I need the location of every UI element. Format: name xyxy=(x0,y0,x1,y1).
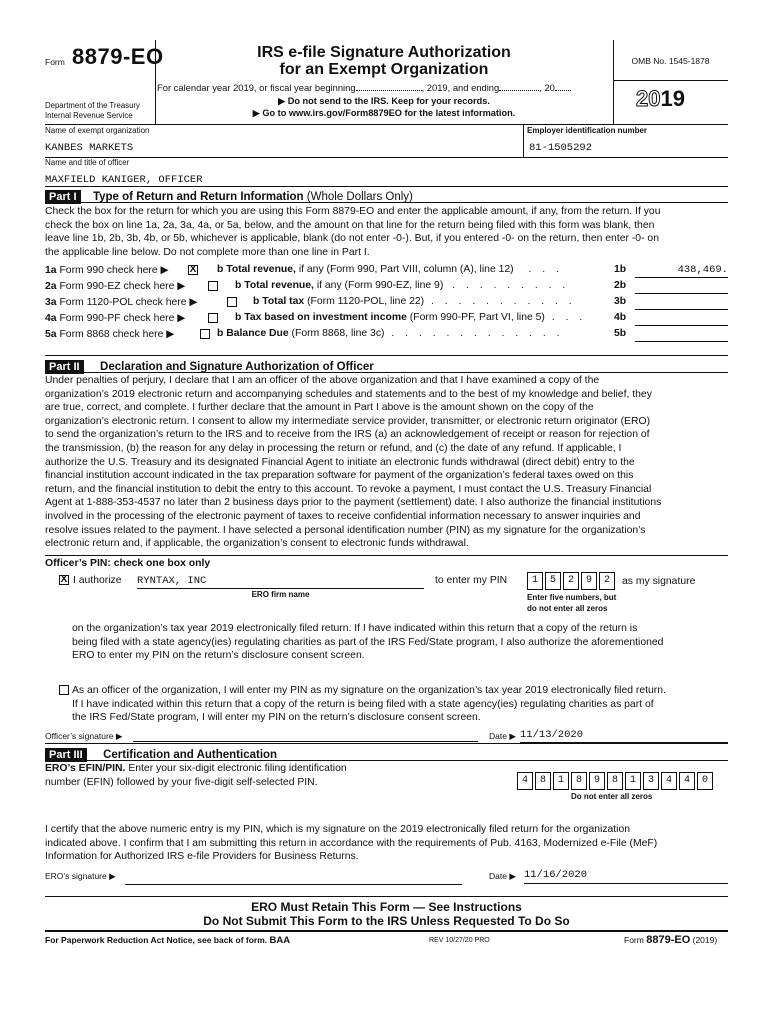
line-2b: b Total revenue, if any (Form 990-EZ, line 9) . . . . . . . . . xyxy=(235,280,570,291)
efin-digit[interactable]: 4 xyxy=(517,772,533,790)
org-name-label: Name of exempt organization xyxy=(45,126,150,135)
pin-digit[interactable]: 5 xyxy=(545,572,561,590)
form-title-line2: for an Exempt Organization xyxy=(279,61,489,78)
efin-digit[interactable]: 8 xyxy=(535,772,551,790)
line-ref-1b: 1b xyxy=(614,264,627,275)
part2-label: Part II xyxy=(45,360,84,374)
efin-digit[interactable]: 0 xyxy=(697,772,713,790)
line-3b: b Total tax (Form 1120-POL, line 22) . . . . . . . . . . . xyxy=(253,296,576,307)
line-5b-value[interactable] xyxy=(635,328,728,342)
do-not-send-notice: ▶ Do not send to the IRS. Keep for your records. xyxy=(278,96,490,106)
checkbox-990pf[interactable] xyxy=(208,313,218,323)
officer-date-label: Date ▶ xyxy=(489,731,516,741)
as-my-signature-text: as my signature xyxy=(622,576,696,587)
not-all-zeros-hint: do not enter all zeros xyxy=(527,604,608,613)
omb-number: OMB No. 1545-1878 xyxy=(631,56,710,66)
efin-digit[interactable]: 8 xyxy=(607,772,623,790)
pin-heading: Officer’s PIN: check one box only xyxy=(45,558,211,569)
officer-name-label: Name and title of officer xyxy=(45,158,130,167)
ein-label: Employer identification number xyxy=(527,126,648,135)
checkbox-990ez[interactable] xyxy=(208,281,218,291)
form-word: Form xyxy=(45,57,65,67)
efin-digit[interactable]: 9 xyxy=(589,772,605,790)
part1-title-suffix: (Whole Dollars Only) xyxy=(303,191,413,203)
org-name-value[interactable]: KANBES MARKETS xyxy=(45,142,134,154)
officer-name-value[interactable]: MAXFIELD KANIGER, OFFICER xyxy=(45,174,203,186)
pin-digit[interactable]: 2 xyxy=(599,572,615,590)
efin-digit[interactable]: 4 xyxy=(661,772,677,790)
line-ref-4b: 4b xyxy=(614,312,627,323)
checkbox-1120pol[interactable] xyxy=(227,297,237,307)
line-3b-value[interactable] xyxy=(635,296,728,310)
baa-mark: BAA xyxy=(269,935,291,946)
ero-date-label: Date ▶ xyxy=(489,871,516,881)
retain-notice: ERO Must Retain This Form — See Instructions xyxy=(251,900,522,914)
line-5a: 5a Form 8868 check here ▶ xyxy=(45,329,175,340)
part1-label: Part I xyxy=(45,190,81,204)
officer-signature-field[interactable] xyxy=(133,730,478,742)
revision-code: REV 10/27/20 PRO xyxy=(429,937,490,944)
pin-digit[interactable]: 9 xyxy=(581,572,597,590)
line-1a: 1a Form 990 check here ▶ xyxy=(45,265,169,276)
do-not-submit-notice: Do Not Submit This Form to the IRS Unless Requested To Do So xyxy=(203,914,570,928)
ero-firm-label: ERO firm name xyxy=(251,590,310,599)
ero-date-field[interactable]: 11/16/2020 xyxy=(524,869,728,884)
line-4b-value[interactable] xyxy=(635,312,728,326)
line-ref-3b: 3b xyxy=(614,296,627,307)
efin-digit[interactable]: 4 xyxy=(679,772,695,790)
fiscal-end-field[interactable] xyxy=(499,90,539,91)
line-1b-value[interactable]: 438,469. xyxy=(635,264,728,278)
ero-signature-field[interactable] xyxy=(125,872,462,885)
part1-title: Type of Return and Return Information xyxy=(92,191,304,203)
line-2b-value[interactable] xyxy=(635,280,728,294)
line-2a: 2a Form 990-EZ check here ▶ xyxy=(45,281,186,292)
authorize-ero-checkbox[interactable]: X xyxy=(60,574,68,585)
efin-digit[interactable]: 1 xyxy=(553,772,569,790)
pin-digit[interactable]: 2 xyxy=(563,572,579,590)
authorize-text: I authorize xyxy=(73,575,122,586)
efin-instructions: ERO’s EFIN/PIN. Enter your six-digit electronic filing identification number (EFIN) followed by your five-digit self-selected PIN. xyxy=(45,763,347,788)
tax-year-outline: 20 xyxy=(636,86,661,111)
agency-name: Internal Revenue Service xyxy=(45,111,133,120)
line-3a: 3a Form 1120-POL check here ▶ xyxy=(45,297,198,308)
efin-digit[interactable]: 8 xyxy=(571,772,587,790)
officer-option-paragraph: As an officer of the organization, I will enter my PIN as my signature on the organization’s tax year 2019 electronically filed return. If I have indicated within this return that a copy of the return is being filed with a state agency(ies) regulating charities as part of the IRS Fed/State program, I will enter my PIN on the return’s disclosure consent screen. xyxy=(72,685,666,724)
line-4b: b Tax based on investment income (Form 990-PF, Part VI, line 5) . . . xyxy=(235,312,587,323)
officer-enter-pin-checkbox[interactable] xyxy=(59,685,69,695)
part1-intro: Check the box for the return for which you are using this Form 8879-EO and enter the applicable amount, if any, from the return. If you check the box on line 1a, 2a, 3a, 4a, or 5a, below, and the amount on that line for the return being filed with this form was blank, then leave line 1b, 2b, 3b, 4b, or 5b, whichever is applicable, blank (do not enter -0-). But, if you entered -0- on the return, then enter -0- on the applicable line below. Do not complete more than one line in Part I. xyxy=(45,206,661,258)
tax-year xyxy=(636,86,685,112)
part3-title: Certification and Authentication xyxy=(103,749,278,761)
checkbox-8868[interactable] xyxy=(200,329,210,339)
ero-signature-label: ERO’s signature ▶ xyxy=(45,871,116,881)
part2-title: Declaration and Signature Authorization of Officer xyxy=(100,361,374,373)
ero-firm-name-field[interactable]: RYNTAX, INC xyxy=(137,575,424,589)
line-5b: b Balance Due (Form 8868, line 3c) . . . . . . . . . . . . . xyxy=(217,328,564,339)
efin-digit[interactable]: 3 xyxy=(643,772,659,790)
line-1b: b Total revenue, if any (Form 990, Part VIII, column (A), line 12) . . . xyxy=(217,264,563,275)
certify-paragraph: I certify that the above numeric entry is my PIN, which is my signature on the 2019 electronically filed return for the organization indicated above. I confirm that I am submitting this return in accordance with the requirements of Pub. 4163, Modernized e-File (MeF) Information for Authorized IRS e-file Providers for Business Returns. xyxy=(45,824,658,863)
form-title-line1: IRS e-file Signature Authorization xyxy=(257,44,511,61)
ein-value[interactable]: 81-1505292 xyxy=(529,142,593,154)
officer-date-field[interactable]: 11/13/2020 xyxy=(520,729,728,743)
officer-pin-boxes[interactable] xyxy=(527,569,617,590)
fiscal-end-year-field[interactable] xyxy=(555,90,571,91)
department-name: Department of the Treasury xyxy=(45,101,140,110)
to-enter-pin-text: to enter my PIN xyxy=(435,575,508,586)
paperwork-notice: For Paperwork Reduction Act Notice, see back of form. BAA xyxy=(45,935,291,946)
tax-year-bold: 19 xyxy=(660,86,685,111)
goto-irs-notice: ▶ Go to www.irs.gov/Form8879EO for the latest information. xyxy=(252,108,516,118)
pin-digit[interactable]: 1 xyxy=(527,572,543,590)
calendar-year-line: For calendar year 2019, or fiscal year beginning , 2019, and ending , 20 xyxy=(157,82,571,93)
efin-not-all-zeros: Do not enter all zeros xyxy=(571,792,653,801)
efin-digit[interactable]: 1 xyxy=(625,772,641,790)
part3-label: Part III xyxy=(45,748,87,762)
part2-declaration: Under penalties of perjury, I declare that I am an officer of the above organization and that I have examined a copy of the organization’s 2019 electronic return and accompanying schedules and statements and to the best of my knowledge and belief, they are true, correct, and complete. I further declare that the amount in Part I above is the amount shown on the copy of the organization’s electronic return. I consent to allow my intermediate service provider, transmitter, or electronic return originator (ERO) to send the organization’s return to the IRS and to receive from the IRS (a) an acknowledgement of receipt or reason for rejection of the transmission, (b) the reason for any delay in processing the return or refund, and (c) the date of any refund. If applicable, I authorize the U.S. Treasury and its designated Financial Agent to initiate an electronic funds withdrawal (direct debit) entry to the financial institution account indicated in the tax preparation software for payment of the organization’s federal taxes owed on this return, and the financial institution to debit the entry to this account. To revoke a payment, I must contact the U.S. Treasury Financial Agent at 1-888-353-4537 no later than 2 business days prior to the payment (settlement) date. I also authorize the financial institutions involved in the processing of the electronic payment of taxes to receive confidential information necessary to answer inquiries and resolve issues related to the payment. I have selected a personal identification number (PIN) as my signature for the organization’s electronic return and, if applicable, the organization’s consent to electronic funds withdrawal. xyxy=(45,375,662,550)
checkbox-990[interactable]: X xyxy=(189,264,197,275)
fiscal-begin-field[interactable] xyxy=(356,90,422,91)
authorize-paragraph: on the organization’s tax year 2019 electronically filed return. If I have indicated within this return that a copy of the return is being filed with a state agency(ies) regulating charities as part of the IRS Fed/State program, I also authorize the aforementioned ERO to enter my PIN on the return’s disclosure consent screen. xyxy=(72,623,664,662)
enter-five-hint: Enter five numbers, but xyxy=(527,593,617,602)
footer-form-id: Form 8879-EO (2019) xyxy=(624,934,718,946)
line-4a: 4a Form 990-PF check here ▶ xyxy=(45,313,186,324)
form-number: 8879-EO xyxy=(72,44,164,69)
line-ref-2b: 2b xyxy=(614,280,627,291)
line-ref-5b: 5b xyxy=(614,328,627,339)
efin-pin-boxes[interactable] xyxy=(517,769,715,790)
officer-signature-label: Officer’s signature ▶ xyxy=(45,731,123,741)
